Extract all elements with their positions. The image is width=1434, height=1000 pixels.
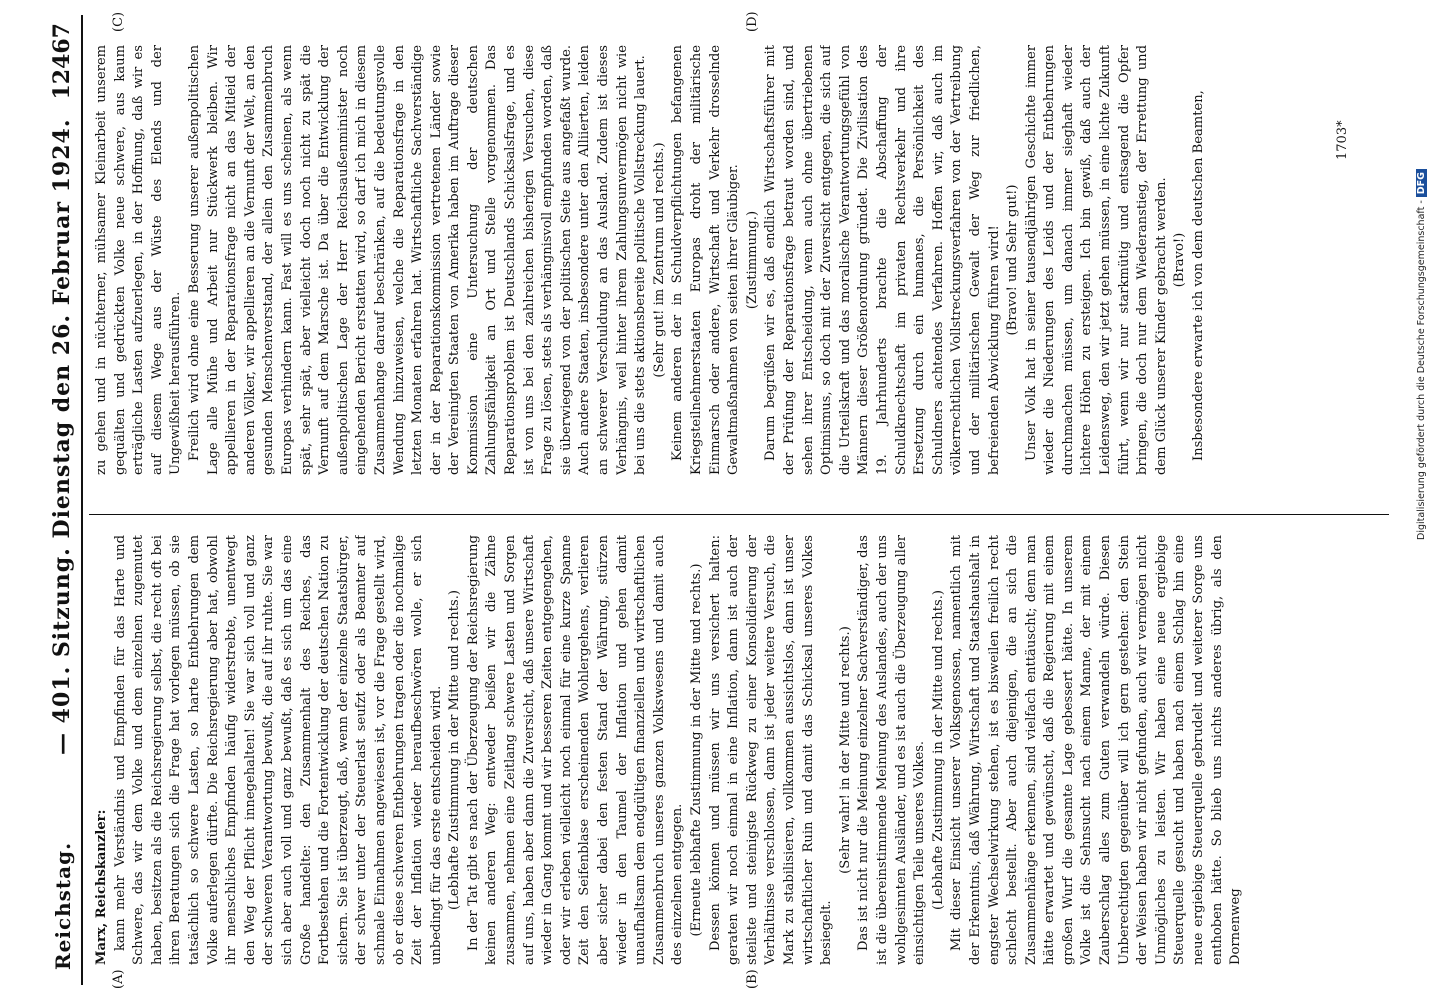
margin-mark-d: (D): [745, 11, 760, 32]
interjection: (Sehr gut! im Zentrum und rechts.): [651, 142, 667, 378]
interjection: (Bravo! und Sehr gut!): [1005, 184, 1021, 336]
paragraph: Das ist nicht nur die Meinung einzelner Sachverständiger, das ist die übereinstimmende Meinung des Auslandes, auch der uns wohlgesinnten Ausländer, und es ist auch die Überzeugung aller einsichtigen Teile unseres Volkes.: [856, 535, 928, 965]
header-left: Reichstag.: [51, 841, 75, 970]
paragraph: Dessen können und müssen wir uns versichert halten: geraten wir noch einmal in eine Inflation, dann ist auch der steilste und steinigste Rückweg zu einer Konsolidierung der Verhältnisse verschlossen, dann ist jeder weitere Versuch, die Mark zu stabilisieren, vollkommen aussichtslos, dann ist unser wirtschaftlicher Ruin und damit das Schicksal unseres Volkes besiegelt.: [707, 535, 835, 965]
digitization-credit: [1416, 20, 1430, 540]
paragraph: Insbesondere erwarte ich von dem deutschen Beamten,: [1191, 90, 1207, 461]
credit-text: Digitalisierung gefördert durch die Deutsche Forschungsgemeinschaft -: [1416, 200, 1427, 540]
interjection: (Lebhafte Zustimmung in der Mitte und rechts.): [447, 590, 463, 910]
speaker-name: Marx, Reichskanzler:: [94, 809, 109, 965]
paragraph: zu gehen und in nüchterner, mühsamer Kleinarbeit unserem gequälten und gedrückten Volke neue schwere, aus kaum erträgliche Lasten aufzuerlegen, in der Hoffnung, daß wir es auf diesem Wege aus der Wüste des Elends und der Ungewißheit herausführen.: [94, 45, 184, 475]
interjection: (Zustimmung.): [744, 210, 760, 310]
paragraph: Freilich wird ohne eine Besserung unserer außenpolitischen Lage alle Mühe und Arbeit nur Stückwerk bleiben. Wir appellieren in der Reparationsfrage nicht an das Mitleid der anderen Völker, wir appellieren an die Vernunft der Welt, an den gesunden Menschenverstand, der allein den Zusammenbruch Europas verhindern kann. Fast will es uns scheinen, als wenn spät, sehr spät, aber vielleicht doch noch nicht zu spät die Vernunft auf dem Marsche ist. Da über die Entwicklung der außenpolitischen Lage der Herr Reichsaußenminister noch eingehenden Bericht erstatten wird, so darf ich mich in diesem Zusammenhange darauf beschränken, auf die bedeutungsvolle Wendung hinzuweisen, welche die Reparationsfrage in den letzten Monaten erfahren hat. Wirtschaftliche Sachverständige der in der Reparationskommission vertretenen Länder sowie der Vereinigten Staaten von Amerika haben im Auftrage dieser Kommission eine Untersuchung der deutschen Zahlungsfähigkeit an Ort und Stelle vorgenommen. Das Reparationsproblem ist Deutschlands Schicksalsfrage, und es ist von uns bei den zahlreichen bisherigen Versuchen, diese Frage zu lösen, stets als verhängnisvoll empfunden worden, daß sie überwiegend von der politischen Seite aus angefaßt wurde. Auch andere Staaten, insbesondere unter den Alliierten, leiden an schwerer Verschuldung an das Ausland. Zudem ist dieses Verhängnis, weil hinter ihrem Zahlungsunvermögen nicht wie bei uns die stets aktionsbereite politische Vollstreckung lauert.: [186, 45, 649, 475]
footnote-mark: 1703*: [1335, 120, 1350, 160]
margin-mark-b: (B): [745, 969, 760, 989]
paragraph: Keinem anderen der in Schuldverpflichtungen befangenen Kriegsteilnehmerstaaten Europas droht der militärische Einmarsch oder andere, Wirtschaft und Verkehr drosselnde Gewaltmaßnahmen von seiten ihrer Gläubiger.: [670, 45, 742, 475]
paragraph: Mit dieser Einsicht unserer Volksgenossen, namentlich mit der Erkenntnis, daß Währung, Wirtschaft und Staatshaushalt in engster Wechselwirkung stehen, ist es bisweilen freilich recht schlecht bestellt. Aber auch diejenigen, die an sich die Zusammenhänge erkennen, sind vielfach enttäuscht; denn man hätte erwartet und gewünscht, daß die Regierung mit einem großen Wurf die gesamte Lage gebessert hätte. In unserem Volke ist die Sehnsucht nach einem Manne, der mit einem Zauberschlag alles zum Guten verwandeln würde. Diesen Unberechtigten gegenüber will ich gern gestehen: den Stein der Weisen haben wir nicht gefunden, auch wir vermögen nicht Unmögliches zu leisten. Wir haben eine neue ergiebige Steuerquelle gesucht und haben nach einem Schlag hin eine neue ergiebige Steuerquelle gebrudelt und weiterer Sorge uns enthoben hätte. So blieb uns nichts anderes übrig, als den Dornenweg: [949, 535, 1244, 965]
paragraph: Unser Volk hat in seiner tausendjährigen Geschichte immer wieder die Niederungen des Leids und der Entbehrungen durchmachen müssen, um danach immer sieghaft wieder lichtere Höhen zu ersteigen. Ich bin gewiß, daß auch der Leidensweg, den wir jetzt gehen müssen, in eine lichte Zukunft führt, wenn wir nur starkmütig und entsagend die Opfer bringen, die doch nur dem Wiederanstieg, der Errettung und dem Glück unserer Kinder gebracht werden.: [1023, 45, 1169, 475]
interjection: (Erneute lebhafte Zustimmung in der Mitte und rechts.): [689, 563, 704, 937]
page-number: 12467: [49, 23, 75, 100]
paragraph: Darum begrüßen wir es, daß endlich Wirtschaftsführer mit der Prüfung der Reparationsfrage betraut worden sind, und sehen ihrer Entscheidung, wenn auch ohne übertriebenen Optimismus, so doch mit der Zuversicht entgegen, die sich auf die Urteilskraft und das moralische Verantwortungsgefühl von Männern dieser Größenordnung gründet. Die Zivilisation des 19. Jahrhunderts brachte die Abschaffung der Schuldknechtschaft im privaten Rechtsverkehr und ihre Ersetzung durch ein humanes, die Persönlichkeit des Schuldners achtendes Verfahren. Hoffen wir, daß auch im völkerrechtlichen Vollstreckungsverfahren von der Vertreibung und der militärischen Gewalt der Weg zur friedlichen, befreienden Abwicklung führen wird!: [763, 45, 1002, 475]
left-column: [93, 535, 1383, 965]
header-title: — 401. Sitzung. Dienstag den 26. Februar 1924.: [49, 118, 75, 755]
column-divider: [89, 514, 1389, 515]
dfg-logo: DFG: [1416, 169, 1427, 197]
rotated-page: [45, 11, 1405, 989]
paragraph: In der Tat gibt es nach der Überzeugung der Reichsregierung keinen anderen Weg: entweder beißen wir die Zähne zusammen, nehmen eine Zeitlang schwere Lasten und Sorgen auf uns, haben aber dann die Zuversicht, daß unsere Wirtschaft wieder in Gang kommt und wir besseren Zeiten entgegengehen, oder wir erleben vielleicht noch einmal für eine kurze Spanne Zeit den Seifenblase erscheinenden Wohlergehens, verlieren aber sicher dabei den festen Stand der Währung, stürzen wieder in den Taumel der Inflation und gehen damit unaufhaltsam dem endgültigen finanziellen und wirtschaftlichen Zusammenbruch unseres ganzen Volkswesens und damit auch des einzelnen entgegen.: [465, 535, 686, 965]
paragraph: kann mehr Verständnis und Empfinden für das Harte und Schwere, das wir dem Volke und dem einzelnen zugemutet haben, besitzen als die Reichsregierung selbst, die recht oft bei ihren Beratungen sich die Frage hat vorlegen müssen, ob sie tatsächlich so schwere Lasten, so harte Entbehrungen dem Volke auferlegen dürfte. Die Reichsregierung aber hat, obwohl ihr menschliches Empfinden häufig widerstrebte, unentwegt den Weg der Pflicht innegehalten! Sie war sich voll und ganz der schweren Verantwortung bewußt, die auf ihr ruhte. Sie war sich aber auch voll und ganz bewußt, daß es sich um das eine Große handelte: den Zusammenhalt des Reiches, das Fortbestehen und die Fortentwicklung der deutschen Nation zu sichern. Sie ist überzeugt, daß, wenn der einzelne Staatsbürger, der schwer unter der Steuerlast seufzt oder als Beamter auf schmale Einnahmen angewiesen ist, vor die Frage gestellt wird, ob er diese schweren Entbehrungen tragen oder die nochmalige Zeit der Inflation wieder heraufbeschwören wolle, er sich unbedingt für das erste entscheiden wird.: [112, 535, 444, 965]
margin-mark-a: (A): [111, 969, 126, 989]
interjection: (Lebhafte Zustimmung in der Mitte und rechts.): [930, 590, 946, 910]
interjection: (Bravo!): [1172, 232, 1188, 288]
interjection: (Sehr wahr! in der Mitte und rechts.): [837, 626, 853, 874]
right-column: [93, 45, 1383, 475]
margin-mark-c: (C): [111, 11, 126, 32]
page-header: [45, 15, 83, 985]
